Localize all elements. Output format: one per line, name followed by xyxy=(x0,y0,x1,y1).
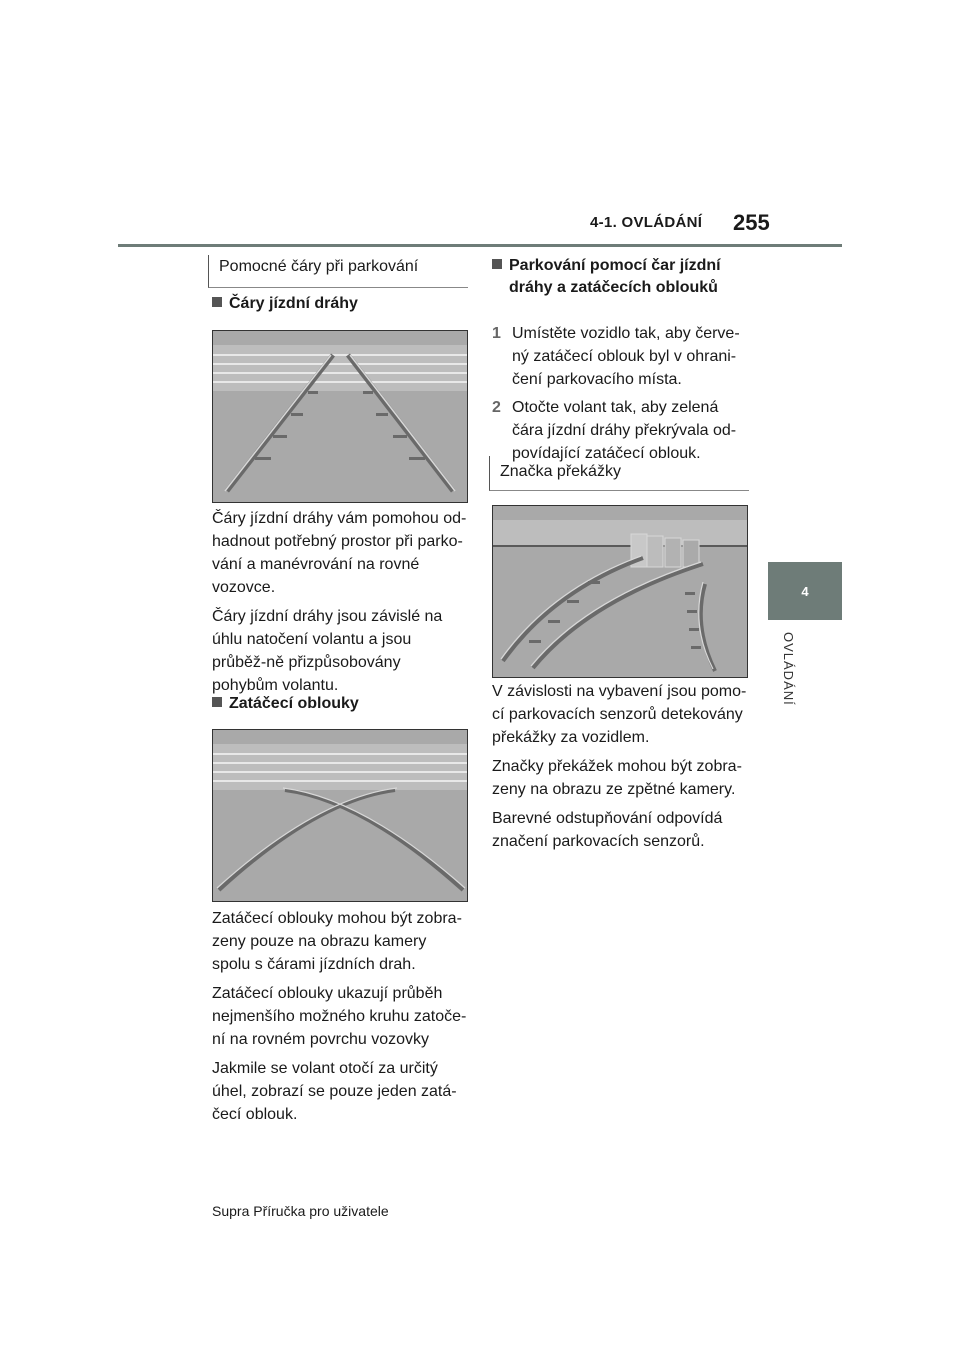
figure-turning-arcs xyxy=(212,729,468,902)
step-number: 2 xyxy=(492,399,501,416)
step-number: 1 xyxy=(492,325,501,342)
lane-lines-image xyxy=(213,331,467,502)
footer-text: Supra Příručka pro uživatele xyxy=(212,1203,389,1219)
turning-arcs-image xyxy=(213,730,467,901)
heading-lane-lines: Čáry jízdní dráhy xyxy=(212,293,358,315)
heading-parking: Parkování pomocí čar jízdní dráhy a zatáčecích oblouků xyxy=(492,255,765,299)
obstacle-text xyxy=(492,680,748,853)
lane-lines-text xyxy=(212,507,468,697)
page-number: 255 xyxy=(733,210,770,235)
step-item xyxy=(492,396,748,465)
step-text: Otočte volant tak, aby zelená čára jízdní dráhy překrývala od-povídající zatáčecí oblouk. xyxy=(512,399,737,462)
obstacle-marker-image xyxy=(493,506,747,677)
parking-steps xyxy=(492,322,748,465)
heading-turning-arcs: Zatáčecí oblouky xyxy=(212,693,359,715)
figure-obstacle-marker xyxy=(492,505,748,678)
caption-parking-lines: Pomocné čáry při parkování xyxy=(208,255,468,288)
bullet-square-icon xyxy=(212,297,222,307)
chapter-label: OVLÁDÁNÍ xyxy=(781,632,796,706)
step-text: Umístěte vozidlo tak, aby červe-ný zatáčecí oblouk byl v ohrani-čení parkovacího místa. xyxy=(512,325,740,388)
bullet-square-icon xyxy=(212,697,222,707)
chapter-tab: 4 xyxy=(768,562,842,620)
section-title: 4-1. OVLÁDÁNÍ xyxy=(590,214,703,231)
figure-lane-lines xyxy=(212,330,468,503)
paragraph: V závislosti na vybavení jsou pomo-cí parkovacích senzorů detekovány překážky za vozidlem. xyxy=(492,683,747,746)
paragraph: Čáry jízdní dráhy vám pomohou od-hadnout potřebný prostor při parko-vání a manévrování na rovné vozovce. xyxy=(212,510,467,596)
paragraph: Barevné odstupňování odpovídá značení parkovacích senzorů. xyxy=(492,810,723,850)
header-divider xyxy=(118,244,842,247)
step-item xyxy=(492,322,748,391)
turning-arcs-text xyxy=(212,907,468,1126)
paragraph: Čáry jízdní dráhy jsou závislé na úhlu natočení volantu a jsou průběž-ně přizpůsobovány pohybům volantu. xyxy=(212,608,443,694)
paragraph: Značky překážek mohou být zobra-zeny na obrazu ze zpětné kamery. xyxy=(492,758,742,798)
paragraph: Zatáčecí oblouky mohou být zobra-zeny pouze na obrazu kamery spolu s čárami jízdních drah. xyxy=(212,910,462,973)
caption-obstacle-marker: Značka překážky xyxy=(489,456,749,491)
paragraph: Zatáčecí oblouky ukazují průběh nejmenšího možného kruhu zatoče-ní na rovném povrchu vozovky xyxy=(212,985,467,1048)
paragraph: Jakmile se volant otočí za určitý úhel, zobrazí se pouze jeden zatá-čecí oblouk. xyxy=(212,1060,457,1123)
bullet-square-icon xyxy=(492,259,502,269)
